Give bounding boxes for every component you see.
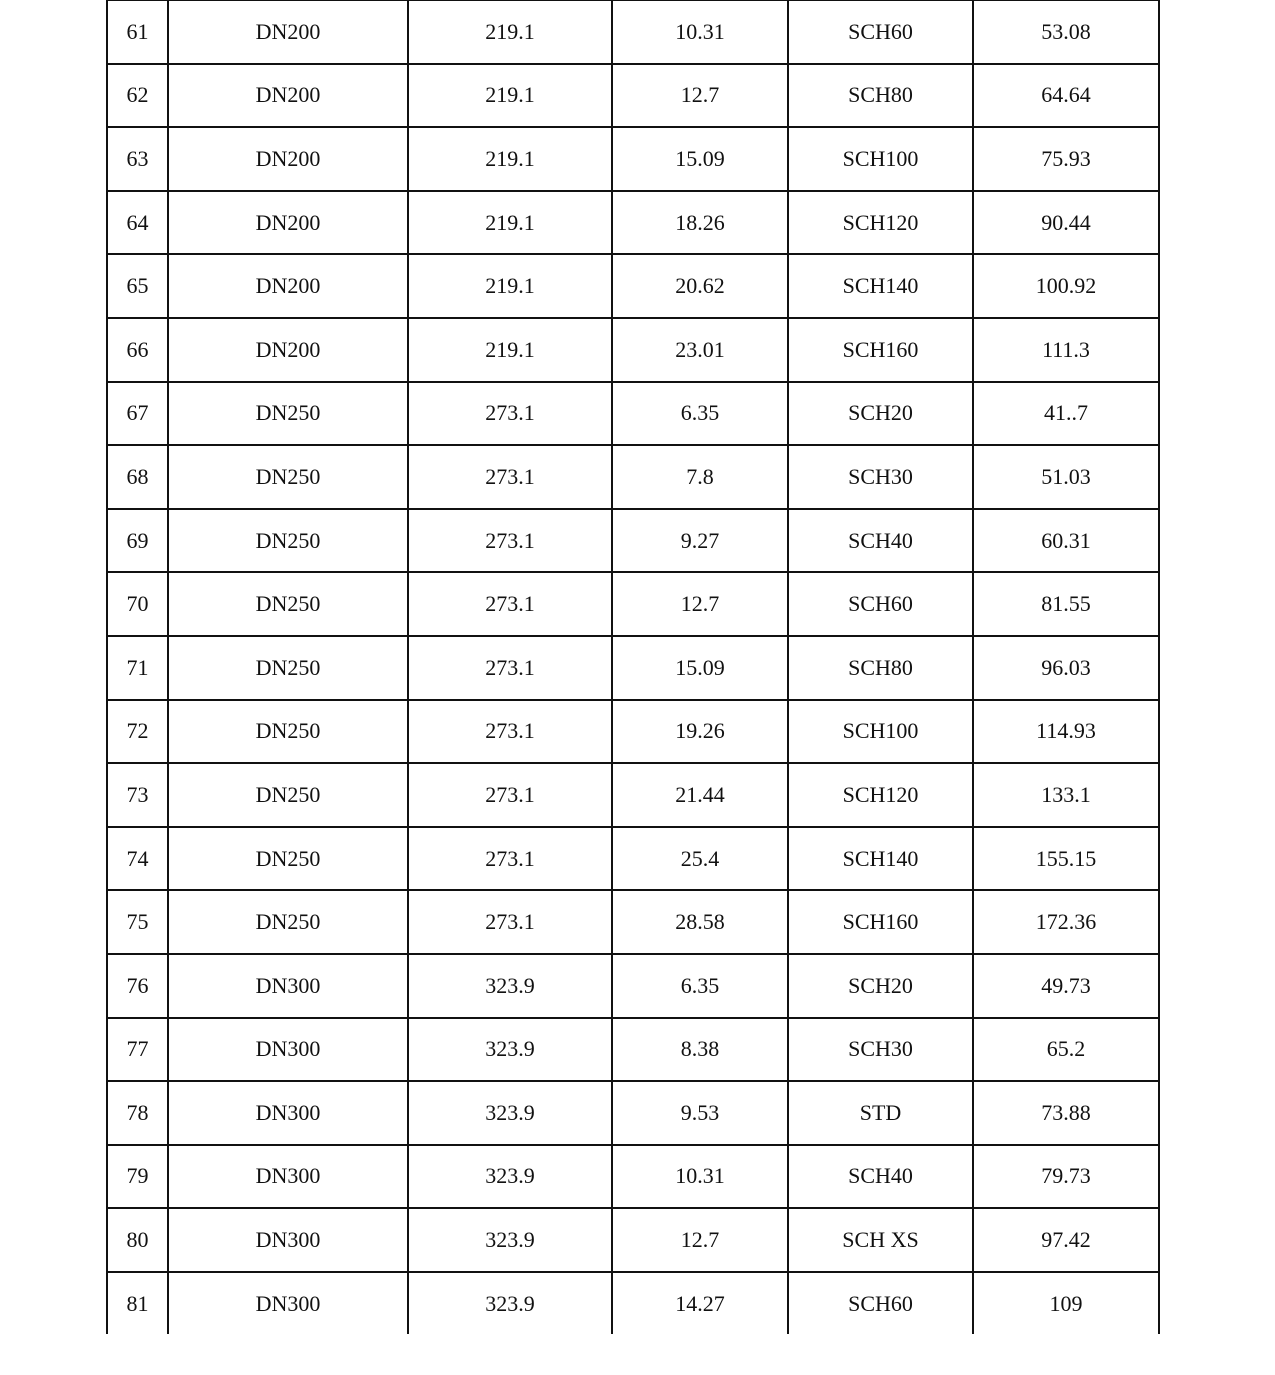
weight-cell: 53.08 [973,0,1159,64]
row-number-cell: 61 [107,0,168,64]
weight-cell: 109 [973,1272,1159,1335]
row-number-cell: 75 [107,890,168,954]
outer-diameter-cell: 273.1 [408,382,612,446]
outer-diameter-cell: 273.1 [408,827,612,891]
outer-diameter-cell: 273.1 [408,700,612,764]
schedule-cell: SCH80 [788,64,973,128]
row-number-cell: 63 [107,127,168,191]
table-row [107,827,1159,891]
nominal-size-cell: DN200 [168,318,408,382]
weight-cell: 90.44 [973,191,1159,255]
table-row [107,254,1159,318]
wall-thickness-cell: 12.7 [612,1208,788,1272]
table-row [107,890,1159,954]
schedule-cell: SCH20 [788,382,973,446]
wall-thickness-cell: 9.27 [612,509,788,573]
schedule-cell: SCH120 [788,763,973,827]
outer-diameter-cell: 323.9 [408,1272,612,1335]
wall-thickness-cell: 6.35 [612,954,788,1018]
outer-diameter-cell: 323.9 [408,1081,612,1145]
weight-cell: 75.93 [973,127,1159,191]
schedule-cell: SCH120 [788,191,973,255]
wall-thickness-cell: 15.09 [612,636,788,700]
row-number-cell: 71 [107,636,168,700]
row-number-cell: 78 [107,1081,168,1145]
row-number-cell: 68 [107,445,168,509]
row-number-cell: 72 [107,700,168,764]
row-number-cell: 64 [107,191,168,255]
wall-thickness-cell: 7.8 [612,445,788,509]
row-number-cell: 70 [107,572,168,636]
row-number-cell: 74 [107,827,168,891]
nominal-size-cell: DN250 [168,382,408,446]
schedule-cell: SCH100 [788,127,973,191]
weight-cell: 96.03 [973,636,1159,700]
outer-diameter-cell: 219.1 [408,318,612,382]
nominal-size-cell: DN300 [168,954,408,1018]
outer-diameter-cell: 273.1 [408,509,612,573]
outer-diameter-cell: 219.1 [408,0,612,64]
nominal-size-cell: DN250 [168,700,408,764]
outer-diameter-cell: 219.1 [408,191,612,255]
table-row [107,127,1159,191]
wall-thickness-cell: 12.7 [612,64,788,128]
table-row [107,1208,1159,1272]
schedule-cell: SCH30 [788,1018,973,1082]
nominal-size-cell: DN250 [168,890,408,954]
table-row [107,445,1159,509]
nominal-size-cell: DN300 [168,1272,408,1335]
weight-cell: 73.88 [973,1081,1159,1145]
row-number-cell: 65 [107,254,168,318]
outer-diameter-cell: 273.1 [408,890,612,954]
outer-diameter-cell: 273.1 [408,445,612,509]
pipe-spec-table [106,0,1160,1334]
table-row [107,1081,1159,1145]
wall-thickness-cell: 6.35 [612,382,788,446]
weight-cell: 65.2 [973,1018,1159,1082]
wall-thickness-cell: 9.53 [612,1081,788,1145]
weight-cell: 49.73 [973,954,1159,1018]
weight-cell: 41..7 [973,382,1159,446]
nominal-size-cell: DN300 [168,1145,408,1209]
weight-cell: 133.1 [973,763,1159,827]
nominal-size-cell: DN200 [168,64,408,128]
wall-thickness-cell: 8.38 [612,1018,788,1082]
table-row [107,636,1159,700]
schedule-cell: SCH XS [788,1208,973,1272]
schedule-cell: SCH80 [788,636,973,700]
weight-cell: 114.93 [973,700,1159,764]
table-row [107,763,1159,827]
row-number-cell: 80 [107,1208,168,1272]
wall-thickness-cell: 18.26 [612,191,788,255]
wall-thickness-cell: 25.4 [612,827,788,891]
table-row [107,64,1159,128]
wall-thickness-cell: 19.26 [612,700,788,764]
nominal-size-cell: DN250 [168,445,408,509]
row-number-cell: 67 [107,382,168,446]
weight-cell: 155.15 [973,827,1159,891]
row-number-cell: 79 [107,1145,168,1209]
schedule-cell: SCH60 [788,0,973,64]
row-number-cell: 76 [107,954,168,1018]
weight-cell: 111.3 [973,318,1159,382]
outer-diameter-cell: 273.1 [408,763,612,827]
wall-thickness-cell: 21.44 [612,763,788,827]
weight-cell: 172.36 [973,890,1159,954]
weight-cell: 64.64 [973,64,1159,128]
outer-diameter-cell: 219.1 [408,254,612,318]
table-row [107,700,1159,764]
outer-diameter-cell: 323.9 [408,1145,612,1209]
schedule-cell: SCH30 [788,445,973,509]
schedule-cell: SCH60 [788,572,973,636]
row-number-cell: 81 [107,1272,168,1335]
wall-thickness-cell: 15.09 [612,127,788,191]
nominal-size-cell: DN250 [168,763,408,827]
wall-thickness-cell: 23.01 [612,318,788,382]
outer-diameter-cell: 219.1 [408,64,612,128]
table-row [107,0,1159,64]
nominal-size-cell: DN200 [168,254,408,318]
schedule-cell: SCH40 [788,509,973,573]
table-row [107,509,1159,573]
nominal-size-cell: DN200 [168,191,408,255]
wall-thickness-cell: 20.62 [612,254,788,318]
weight-cell: 97.42 [973,1208,1159,1272]
outer-diameter-cell: 273.1 [408,636,612,700]
nominal-size-cell: DN250 [168,636,408,700]
wall-thickness-cell: 10.31 [612,1145,788,1209]
wall-thickness-cell: 14.27 [612,1272,788,1335]
nominal-size-cell: DN300 [168,1018,408,1082]
nominal-size-cell: DN300 [168,1081,408,1145]
table-row [107,1145,1159,1209]
table-row [107,318,1159,382]
nominal-size-cell: DN200 [168,0,408,64]
schedule-cell: SCH140 [788,254,973,318]
outer-diameter-cell: 219.1 [408,127,612,191]
outer-diameter-cell: 323.9 [408,1208,612,1272]
schedule-cell: SCH160 [788,318,973,382]
nominal-size-cell: DN250 [168,509,408,573]
nominal-size-cell: DN200 [168,127,408,191]
nominal-size-cell: DN250 [168,572,408,636]
table-row [107,191,1159,255]
weight-cell: 79.73 [973,1145,1159,1209]
table-body [107,0,1159,1334]
outer-diameter-cell: 323.9 [408,1018,612,1082]
schedule-cell: SCH20 [788,954,973,1018]
nominal-size-cell: DN300 [168,1208,408,1272]
wall-thickness-cell: 12.7 [612,572,788,636]
row-number-cell: 69 [107,509,168,573]
document-page [106,0,1158,1334]
weight-cell: 51.03 [973,445,1159,509]
schedule-cell: SCH140 [788,827,973,891]
outer-diameter-cell: 323.9 [408,954,612,1018]
row-number-cell: 73 [107,763,168,827]
row-number-cell: 77 [107,1018,168,1082]
wall-thickness-cell: 10.31 [612,0,788,64]
table-row [107,1018,1159,1082]
table-row [107,382,1159,446]
row-number-cell: 62 [107,64,168,128]
wall-thickness-cell: 28.58 [612,890,788,954]
weight-cell: 81.55 [973,572,1159,636]
outer-diameter-cell: 273.1 [408,572,612,636]
schedule-cell: SCH40 [788,1145,973,1209]
table-row [107,572,1159,636]
schedule-cell: SCH100 [788,700,973,764]
table-row [107,1272,1159,1335]
row-number-cell: 66 [107,318,168,382]
table-row [107,954,1159,1018]
weight-cell: 60.31 [973,509,1159,573]
schedule-cell: STD [788,1081,973,1145]
weight-cell: 100.92 [973,254,1159,318]
schedule-cell: SCH60 [788,1272,973,1335]
schedule-cell: SCH160 [788,890,973,954]
nominal-size-cell: DN250 [168,827,408,891]
